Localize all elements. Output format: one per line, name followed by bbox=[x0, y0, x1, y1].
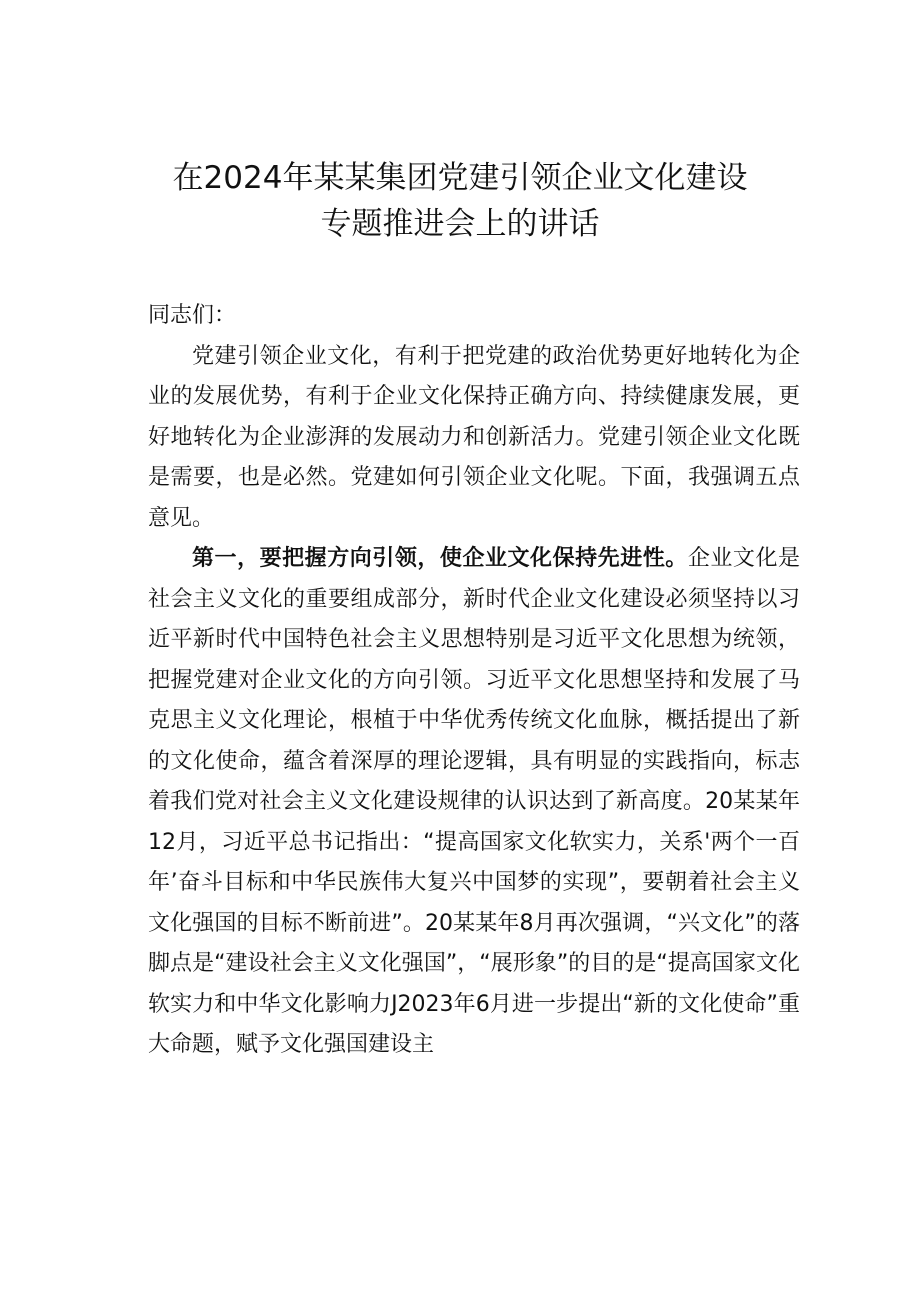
paragraph-intro bbox=[148, 337, 800, 540]
paragraph-text: 企业文化是社会主义文化的重要组成部分，新时代企业文化建设必须坚持以习近平新时代中国特色社会主义思想特别是习近平文化思想为统领，把握党建对企业文化的方向引领。习近平文化思想坚持和发展了马克思主义文化理论，根植于中华优秀传统文化血脉，概括提出了新的文化使命，蕴含着深厚的理论逻辑，具有明显的实践指向，标志着我们党对社会主义文化建设规律的认识达到了新高度。20某某年12月，习近平总书记指出：“提高国家文化软实力，关系'两个一百年’奋斗目标和中华民族伟大复兴中国梦的实现”，要朝着社会主义文化强国的目标不断前进”。20某某年8月再次强调，“兴文化”的落脚点是“建设社会主义文化强国”，“展形象”的目的是“提高国家文化软实力和中华文化影响力J2023年6月进一步提出“新的文化使命”重大命题，赋予文化强国建设主 bbox=[148, 546, 800, 1057]
document-title bbox=[120, 155, 800, 247]
paragraph-lead: 第一，要把握方向引领，使企业文化保持先进性。 bbox=[192, 546, 688, 571]
paragraph-text: 党建引领企业文化，有利于把党建的政治优势更好地转化为企业的发展优势，有利于企业文化保持正确方向、持续健康发展，更好地转化为企业澎湃的发展动力和创新活力。党建引领企业文化既是需要，也是必然。党建如何引领企业文化呢。下面，我强调五点意见。 bbox=[148, 343, 800, 531]
document-body bbox=[148, 296, 800, 1066]
paragraph-point-one bbox=[148, 539, 800, 1066]
salutation: 同志们： bbox=[148, 303, 237, 328]
title-line-2: 专题推进会上的讲话 bbox=[320, 206, 600, 242]
title-line-1: 在2024年某某集团党建引领企业文化建设 bbox=[172, 160, 748, 196]
